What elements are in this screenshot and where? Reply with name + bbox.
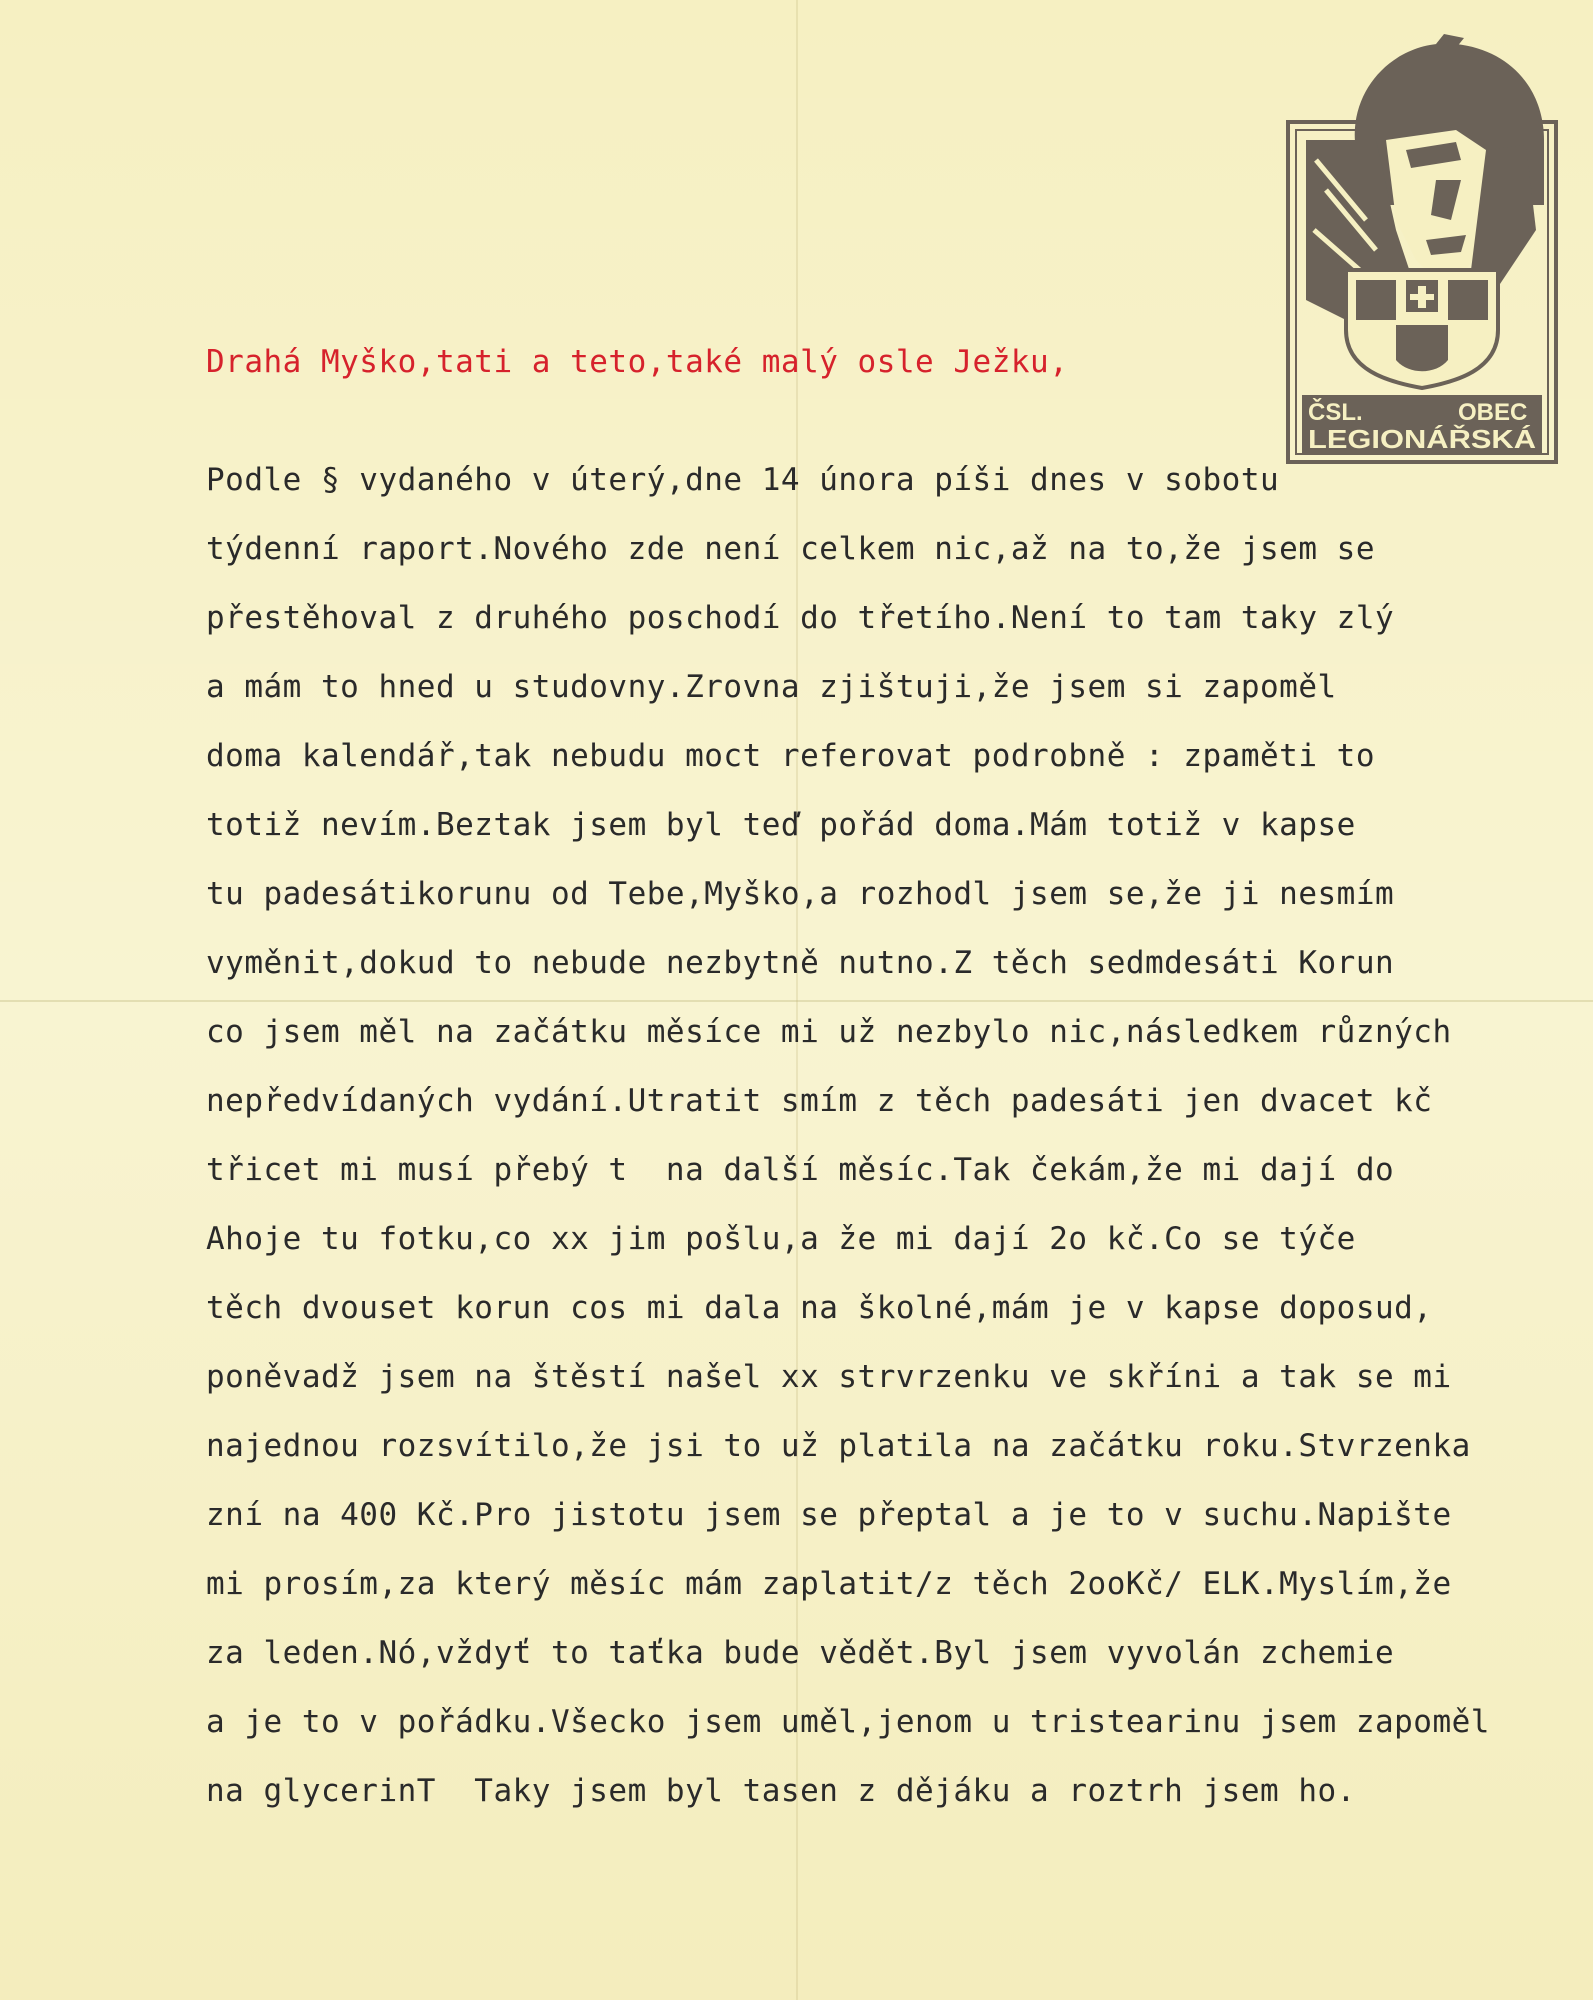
letter-line: třicet mi musí přebý t na další měsíc.Tak čekám,že mi dají do <box>206 1152 1395 1188</box>
letter-line: co jsem měl na začátku měsíce mi už nezbylo nic,následkem různých <box>206 1014 1452 1050</box>
logo-text-csl: ČSL. <box>1308 399 1363 426</box>
letter-text <box>206 446 1566 1826</box>
logo-text-legionarska: LEGIONÁŘSKÁ <box>1308 424 1537 454</box>
letter-line: doma kalendář,tak nebudu moct referovat podrobně : zpaměti to <box>206 738 1375 774</box>
letter-line: za leden.Nó,vždyť to taťka bude vědět.Byl jsem vyvolán zchemie <box>206 1635 1395 1671</box>
letter-line: Podle § vydaného v úterý,dne 14 února píši dnes v sobotu <box>206 462 1280 498</box>
letter-body <box>206 340 1566 1826</box>
letter-line: přestěhoval z druhého poschodí do třetího.Není to tam taky zlý <box>206 600 1395 636</box>
letter-line: Ahoje tu fotku,co xx jim pošlu,a že mi dají 2o kč.Co se týče <box>206 1221 1356 1257</box>
letter-line: a je to v pořádku.Všecko jsem uměl,jenom u tristearinu jsem zapoměl <box>206 1704 1490 1740</box>
letter-line: poněvadž jsem na štěstí našel xx strvrzenku ve skříni a tak se mi <box>206 1359 1452 1395</box>
letter-line: vyměnit,dokud to nebude nezbytně nutno.Z těch sedmdesáti Korun <box>206 945 1395 981</box>
letter-line: nepředvídaných vydání.Utratit smím z těch padesáti jen dvacet kč <box>206 1083 1433 1119</box>
logo-text-obec: OBEC <box>1458 399 1528 426</box>
letter-salutation: Drahá Myško,tati a teto,také malý osle Ježku, <box>206 344 1069 380</box>
letter-line: týdenní raport.Nového zde není celkem nic,až na to,že jsem se <box>206 531 1375 567</box>
letter-line: najednou rozsvítilo,že jsi to už platila na začátku roku.Stvrzenka <box>206 1428 1471 1464</box>
letter-line: těch dvouset korun cos mi dala na školné,mám je v kapse doposud, <box>206 1290 1433 1326</box>
letter-line: zní na 400 Kč.Pro jistotu jsem se přeptal a je to v suchu.Napište <box>206 1497 1452 1533</box>
letter-line: a mám to hned u studovny.Zrovna zjištuji,že jsem si zapoměl <box>206 669 1337 705</box>
letter-line: na glycerinT Taky jsem byl tasen z dějáku a roztrh jsem ho. <box>206 1773 1356 1809</box>
letter-line: mi prosím,za který měsíc mám zaplatit/z těch 2ooKč/ ELK.Myslím,že <box>206 1566 1452 1602</box>
letter-line: tu padesátikorunu od Tebe,Myško,a rozhodl jsem se,že ji nesmím <box>206 876 1395 912</box>
letter-line: totiž nevím.Beztak jsem byl teď pořád doma.Mám totiž v kapse <box>206 807 1356 843</box>
